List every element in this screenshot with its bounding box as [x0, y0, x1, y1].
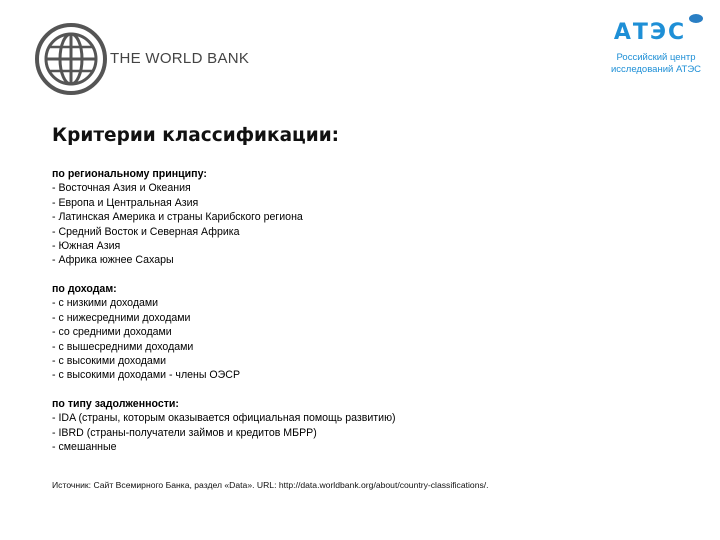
ates-subtitle-line1: Российский центр — [616, 52, 696, 63]
list-item: - с вышесредними доходами — [52, 340, 194, 353]
list-item: - IBRD (страны-получатели займов и кредитов МБРР) — [52, 426, 317, 439]
list-item: - IDA (страны, которым оказывается официальная помощь развитию) — [52, 412, 396, 425]
list-item: - Латинская Америка и страны Карибского региона — [52, 211, 303, 224]
list-item: - с низкими доходами — [52, 297, 159, 310]
section-income — [52, 282, 240, 383]
list-item: - Средний Восток и Северная Африка — [52, 225, 240, 238]
section-debt — [52, 397, 396, 455]
list-item: - с высокими доходами — [52, 355, 167, 368]
list-item: - Восточная Азия и Океания — [52, 182, 191, 195]
world-bank-label: THE WORLD BANK — [110, 50, 250, 67]
list-item: - Европа и Центральная Азия — [52, 196, 199, 209]
ates-subtitle-line2: исследований АТЭС — [610, 64, 702, 75]
page-title: Критерии классификации: — [52, 125, 340, 146]
section-title: по доходам: — [52, 283, 117, 295]
section-title: по региональному принципу: — [52, 168, 207, 180]
list-item: - смешанные — [52, 441, 117, 454]
list-item: - с нижесредними доходами — [52, 311, 191, 324]
list-item: - Африка южнее Сахары — [52, 254, 174, 267]
ates-logo — [600, 12, 712, 82]
list-item: - Южная Азия — [52, 240, 121, 253]
world-bank-logo — [34, 22, 108, 96]
list-item: - со средними доходами — [52, 326, 172, 339]
source-note: Источник: Сайт Всемирного Банка, раздел «Data». URL: http://data.worldbank.org/about/country-classifications/. — [52, 480, 489, 490]
section-title: по типу задолженности: — [52, 398, 179, 410]
ates-subtitle — [600, 52, 712, 76]
ates-title: АТЭС — [613, 20, 687, 45]
section-regional — [52, 167, 303, 268]
list-item: - с высокими доходами - члены ОЭСР — [52, 369, 241, 382]
